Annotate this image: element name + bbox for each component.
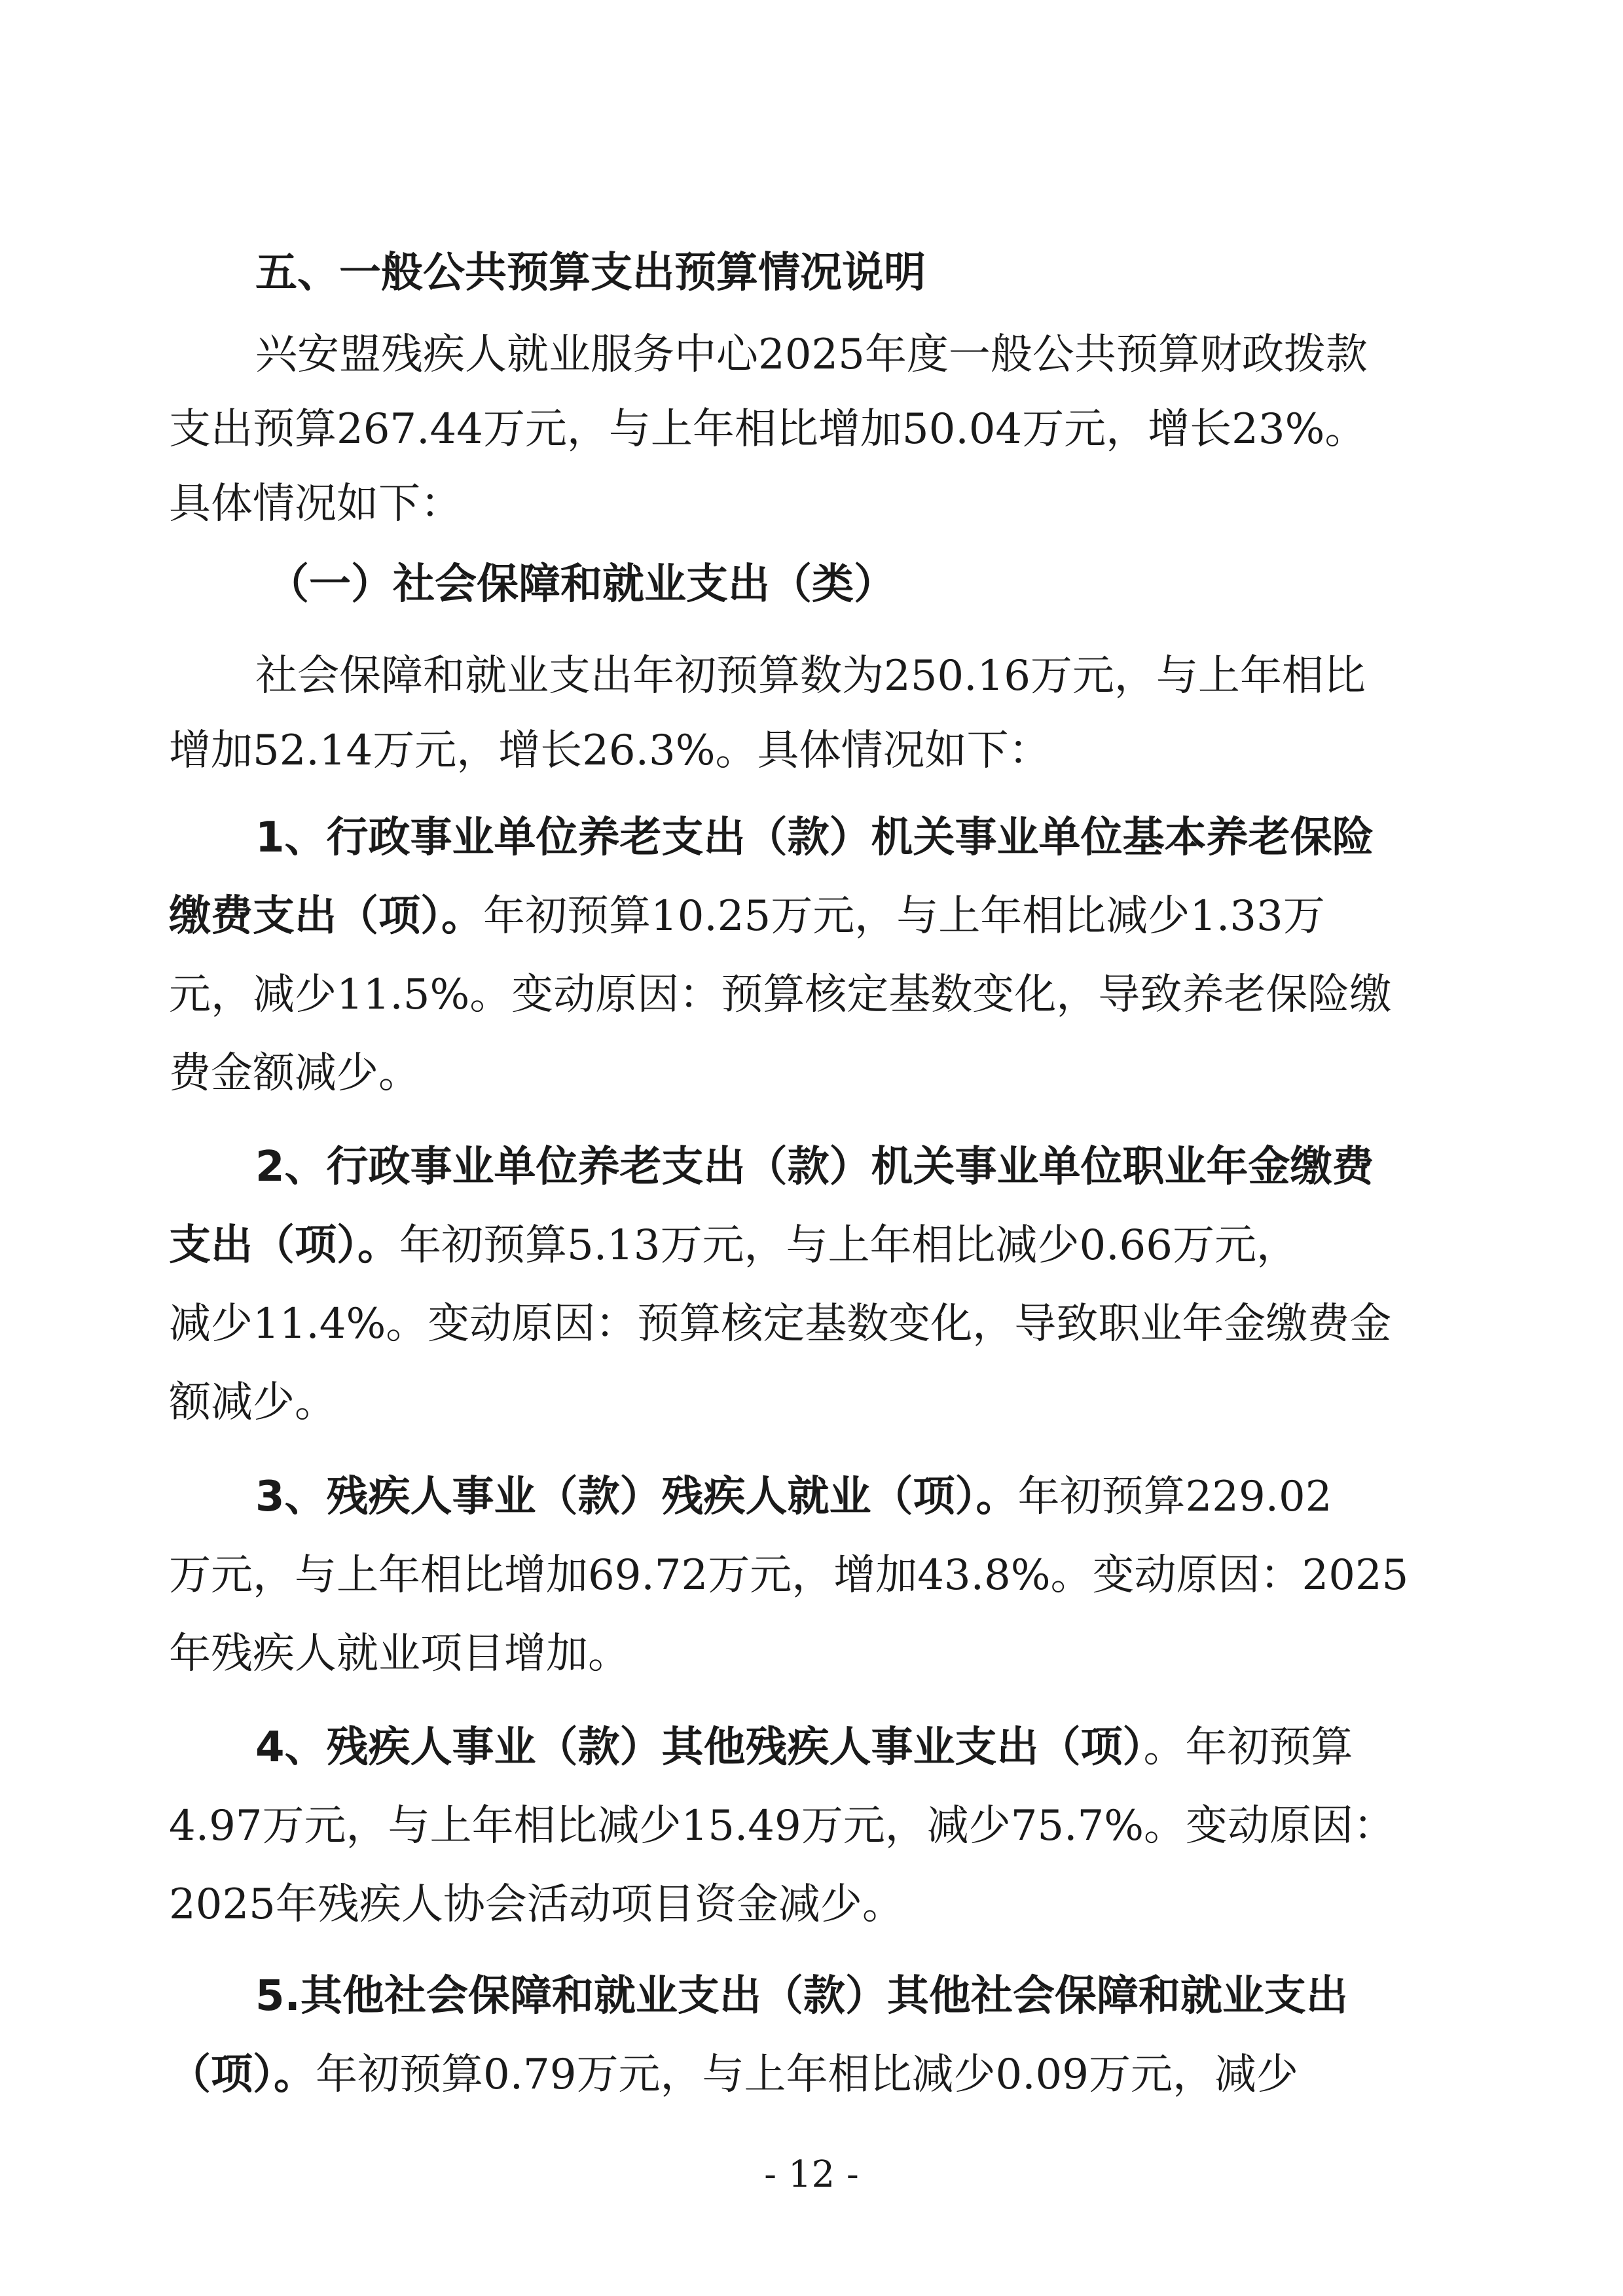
item-2-line-4: 额减少。 — [169, 1378, 337, 1427]
item-1-title-end: 缴费支出（项）。 — [169, 892, 483, 941]
item-1-title: 1、行政事业单位养老支出（款）机关事业单位基本养老保险 — [255, 814, 1374, 862]
item-1-line-3: 元，减少11.5%。变动原因：预算核定基数变化，导致养老保险缴 — [169, 971, 1392, 1019]
item-2-title-end: 支出（项）。 — [169, 1221, 399, 1270]
sub-heading: （一）社会保障和就业支出（类） — [267, 560, 896, 609]
item-4-title: 4、残疾人事业（款）其他残疾人事业支出（项） — [255, 1723, 1144, 1772]
item-3-text: 年初预算229.02 — [1017, 1473, 1332, 1521]
item-5-line-2 — [169, 2049, 1456, 2101]
page-number: - 12 - — [764, 2153, 859, 2196]
item-1-line-4: 费金额减少。 — [169, 1049, 420, 1098]
item-3-line-3: 年残疾人就业项目增加。 — [169, 1630, 630, 1678]
intro-line-1: 兴安盟残疾人就业服务中心2025年度一般公共预算财政拨款 — [255, 331, 1368, 379]
item-2-line-2 — [169, 1219, 1456, 1272]
item-3-line-2: 万元，与上年相比增加69.72万元，增加43.8%。变动原因：2025 — [169, 1551, 1409, 1600]
item-4-line-3: 2025年残疾人协会活动项目资金减少。 — [169, 1880, 904, 1929]
item-2-title: 2、行政事业单位养老支出（款）机关事业单位职业年金缴费 — [255, 1143, 1374, 1191]
item-3-title: 3、残疾人事业（款）残疾人就业（项）。 — [255, 1473, 1018, 1521]
summary-line-1: 社会保障和就业支出年初预算数为250.16万元，与上年相比 — [255, 652, 1366, 700]
item-4-text: 。年初预算 — [1143, 1723, 1353, 1772]
item-2-text: 年初预算5.13万元，与上年相比减少0.66万元， — [399, 1221, 1298, 1270]
item-1-line-2 — [169, 890, 1456, 942]
item-3-line-1 — [255, 1471, 1456, 1523]
item-5-title-end: （项）。 — [169, 2051, 316, 2099]
intro-line-2: 支出预算267.44万元，与上年相比增加50.04万元，增长23%。 — [169, 405, 1367, 454]
section-heading: 五、一般公共预算支出预算情况说明 — [255, 249, 926, 297]
item-4-line-2: 4.97万元，与上年相比减少15.49万元，减少75.7%。变动原因： — [169, 1802, 1396, 1850]
item-5-title: 5.其他社会保障和就业支出（款）其他社会保障和就业支出 — [255, 1972, 1348, 2020]
item-1-text: 年初预算10.25万元，与上年相比减少1.33万 — [483, 892, 1325, 941]
item-5-text: 年初预算0.79万元，与上年相比减少0.09万元，减少 — [316, 2051, 1298, 2099]
item-4-line-1 — [255, 1721, 1456, 1774]
item-2-line-3: 减少11.4%。变动原因：预算核定基数变化，导致职业年金缴费金 — [169, 1300, 1392, 1348]
summary-line-2: 增加52.14万元，增长26.3%。具体情况如下： — [169, 726, 1051, 775]
intro-line-3: 具体情况如下： — [169, 480, 462, 528]
